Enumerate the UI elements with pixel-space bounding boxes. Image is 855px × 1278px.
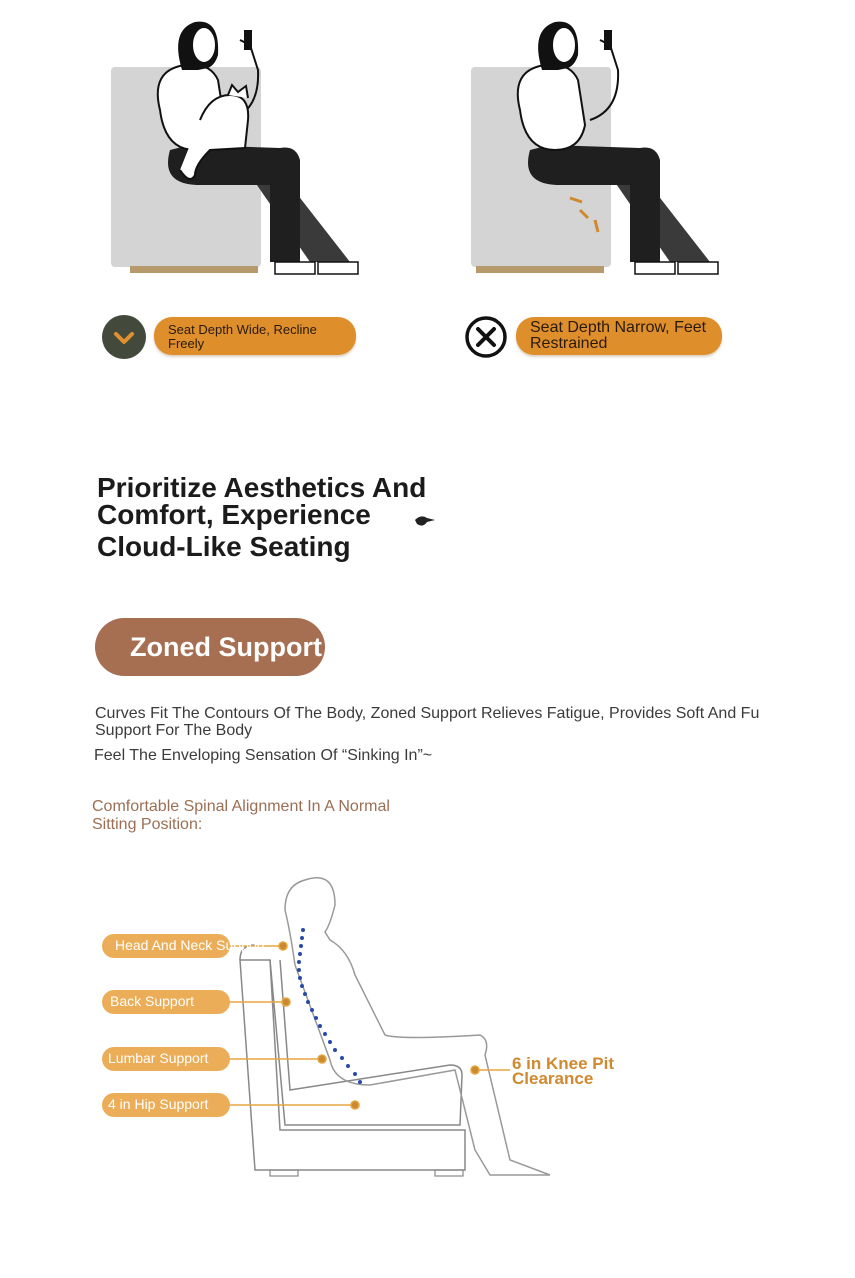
knee-clearance-label: 6 in Knee Pit Clearance — [512, 1054, 615, 1088]
zoned-support-label: Zoned Support — [130, 632, 322, 662]
description-text: Curves Fit The Contours Of The Body, Zoned Support Relieves Fatigue, Provides Soft And Fu Support For The Body — [95, 705, 760, 739]
sinking-text: Feel The Enveloping Sensation Of “Sinking In”~ — [94, 747, 433, 764]
spinal-alignment-heading: Comfortable Spinal Alignment In A Normal Sitting Position: — [92, 798, 390, 833]
back-support-label: Back Support — [102, 990, 230, 1014]
check-icon — [102, 315, 146, 359]
narrow-seat-illustration — [460, 0, 730, 290]
head-neck-support-label: Head And Neck Support — [102, 934, 230, 958]
bird-icon — [413, 512, 437, 530]
lumbar-support-label: Lumbar Support — [102, 1047, 230, 1071]
page-title: Prioritize Aesthetics And Comfort, Experience Cloud-Like Seating — [97, 472, 427, 562]
spinal-diagram — [90, 870, 690, 1190]
wide-seat-label: Seat Depth Wide, Recline Freely — [154, 317, 356, 355]
hip-support-label: 4 in Hip Support — [102, 1093, 230, 1117]
close-circle-icon — [464, 315, 508, 359]
wide-seat-illustration — [100, 0, 370, 290]
narrow-seat-label: Seat Depth Narrow, Feet Restrained — [516, 317, 722, 355]
